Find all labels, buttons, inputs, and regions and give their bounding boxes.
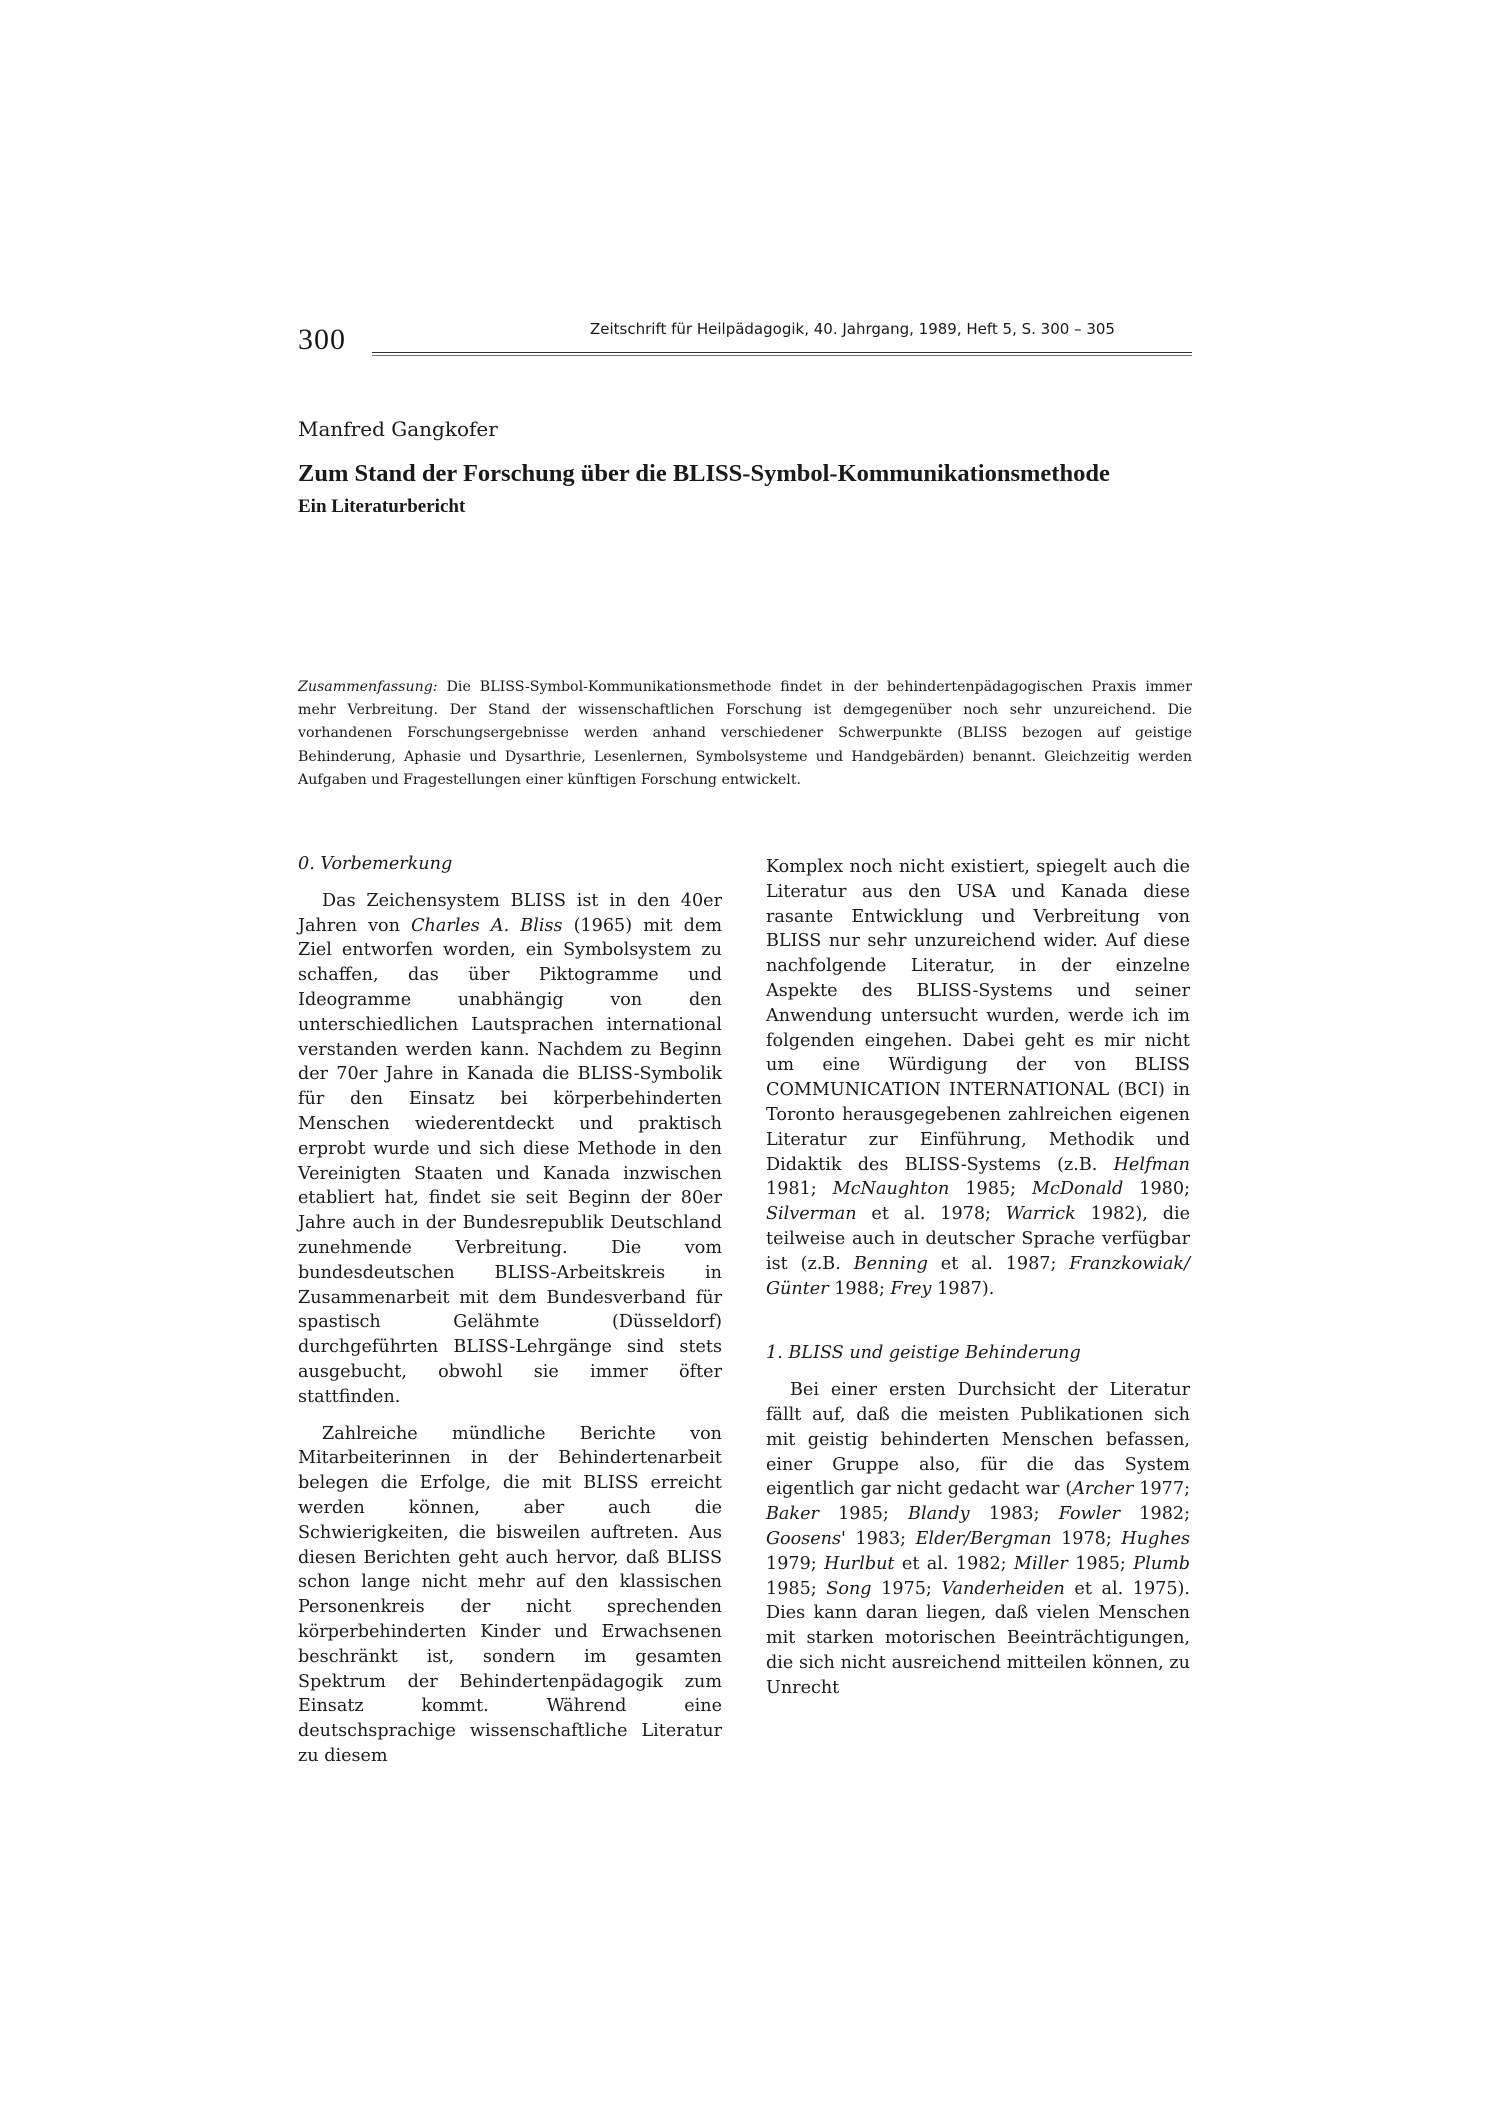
paragraph: Zahlreiche mündliche Berichte von Mitarbeiterinnen in der Behindertenarbeit belegen die Erfolge, die mit BLISS erreicht werden können, aber auch die Schwierigkeiten, die bisweilen auftreten. Aus diesen Berichten geht auch hervor, daß BLISS schon lange nicht mehr auf den klassischen Personenkreis der nicht sprechenden körperbehinderten Kinder und Erwachsenen beschränkt ist, sondern im gesamten Spektrum der Behindertenpädagogik zum Einsatz kommt. Während eine deutschsprachige wissenschaftliche Literatur zu diesem (298, 1423, 722, 1766)
text-run: et al. 1975). Dies kann daran liegen, daß vielen Menschen mit starken motorischen Beeinträchtigungen, die sich nicht ausreichend mitteilen können, zu Unrecht (766, 1578, 1191, 1698)
text-run: 1985; (1067, 1553, 1134, 1574)
citation-author: Elder/Bergman (915, 1528, 1052, 1549)
citation-author: McNaughton (832, 1179, 950, 1200)
abstract-label: Zusammenfassung: (298, 679, 438, 695)
text-run: 1977; (1133, 1479, 1191, 1500)
citation-author: Song (826, 1578, 872, 1599)
text-run: (1965) mit dem Ziel entworfen worden, ein Symbolsystem zu schaffen, das über Piktogramme und Ideogramme unabhängig von den unterschiedlichen Lautsprachen international verstanden werden kann. Nachdem zu Beginn der 70er Jahre in Kanada die BLISS-Symbolik für den Einsatz bei körperbehinderten Menschen wiederentdeckt und praktisch erprobt wurde und sich diese Methode in den Vereinigten Staaten und Kanada inzwischen etabliert hat, findet sie seit Beginn der 80er Jahre auch in der Bundesrepublik Deutschland zunehmende Verbreitung. Die vom bundesdeutschen BLISS-Arbeitskreis in Zusammenarbeit mit dem Bundesverband für spastisch Gelähmte (Düsseldorf) durchgeführten BLISS-Lehrgänge sind stets ausgebucht, obwohl sie immer öfter stattfinden. (298, 915, 723, 1407)
citation-author: McDonald (1032, 1179, 1124, 1200)
text-run: 1978; (1051, 1528, 1122, 1549)
text-run: 1980; (1123, 1179, 1190, 1200)
citation-author: Fowler (1058, 1504, 1121, 1525)
text-run: 1982), die teilweise auch in deutscher Sprache verfügbar ist (z.B. (766, 1204, 1191, 1274)
text-run: 1985; (766, 1578, 827, 1599)
citation-author: Frey (890, 1278, 932, 1299)
citation-author: Plumb (1133, 1553, 1191, 1574)
citation-author: Vanderheiden (941, 1578, 1065, 1599)
citation-author: Hughes (1121, 1528, 1191, 1549)
citation-author: Miller (1014, 1553, 1068, 1574)
citation-author: Goosens' (766, 1528, 846, 1549)
citation-author: Franzkowiak/ Günter (766, 1253, 1190, 1299)
text-run: 1985; (818, 1504, 909, 1525)
citation-author: Silverman (766, 1204, 857, 1225)
citation-author: Baker (766, 1504, 819, 1525)
abstract (298, 676, 1192, 792)
citation-author: Charles A. Bliss (411, 915, 563, 936)
abstract-text: Die BLISS-Symbol-Kommunikationsmethode findet in der behindertenpädagogischen Praxis immer mehr Verbreitung. Der Stand der wissenschaftlichen Forschung ist demgegenüber noch sehr unzureichend. Die vorhandenen Forschungsergebnisse werden anhand verschiedener Schwerpunkte (BLISS bezogen auf geistige Behinderung, Aphasie und Dysarthrie, Lesenlernen, Symbolsysteme und Handgebärden) benannt. Gleichzeitig werden Aufgaben und Fragestellungen einer künftigen Forschung entwickelt. (298, 679, 1192, 788)
text-run: Bei einer ersten Durchsicht der Literatur fällt auf, daß die meisten Publikationen sich mit geistig behinderten Menschen befassen, einer Gruppe also, für die das System eigentlich gar nicht gedacht war ( (766, 1380, 1190, 1500)
text-run: 1983; (969, 1504, 1059, 1525)
text-run: et al. 1982; (894, 1553, 1015, 1574)
citation-author: Warrick (1005, 1204, 1076, 1225)
article-subtitle: Ein Literaturbericht (298, 496, 466, 517)
section-heading-vorbemerkung: 0. Vorbemerkung (298, 854, 453, 874)
paragraph (766, 1378, 1190, 1700)
text-run: et al. 1987; (927, 1253, 1070, 1274)
text-run: Komplex noch nicht existiert, spiegelt auch die Literatur aus den USA und Kanada diese rasante Entwicklung und Verbreitung von BLISS nur sehr unzureichend wider. Auf diese nachfolgende Literatur, in der einzelne Aspekte des BLISS-Systems und seiner Anwendung untersucht wurden, werde ich im folgenden eingehen. Dabei geht es mir nicht um eine Würdigung der von BLISS COMMUNICATION INTERNATIONAL (BCI) in Toronto herausgegebenen zahlreichen eigenen Literatur zur Einführung, Methodik und Didaktik des BLISS-Systems (z.B. (766, 857, 1190, 1175)
text-run: 1985; (949, 1179, 1033, 1200)
journal-citation: Zeitschrift für Heilpädagogik, 40. Jahrgang, 1989, Heft 5, S. 300 – 305 (590, 320, 1115, 338)
text-run: et al. 1978; (856, 1204, 1006, 1225)
text-run: 1982; (1120, 1504, 1191, 1525)
text-run: 1981; (766, 1179, 833, 1200)
article-title: Zum Stand der Forschung über die BLISS-Symbol-Kommunikationsmethode (298, 460, 1110, 487)
text-run: 1988; (828, 1278, 891, 1299)
right-column (766, 855, 1190, 1713)
header-rule (372, 352, 1192, 356)
text-run: 1975; (871, 1578, 942, 1599)
citation-author: Helfman (1113, 1154, 1190, 1175)
paragraph (766, 855, 1190, 1301)
citation-author: Benning (853, 1253, 928, 1274)
citation-author: Hurlbut (824, 1553, 895, 1574)
author-name: Manfred Gangkofer (298, 417, 498, 441)
citation-author: Archer (1072, 1479, 1134, 1500)
text-run: 1987). (931, 1278, 995, 1299)
text-run: Das Zeichensystem BLISS ist in den 40er Jahren von (298, 890, 722, 936)
text-run: 1979; (766, 1553, 825, 1574)
paragraph (298, 889, 722, 1410)
section-heading-geistige-behinderung: 1. BLISS und geistige Behinderung (766, 1343, 1081, 1364)
citation-author: Blandy (908, 1504, 970, 1525)
left-column (298, 852, 722, 1781)
page-number: 300 (298, 323, 346, 356)
text-run: 1983; (845, 1528, 916, 1549)
